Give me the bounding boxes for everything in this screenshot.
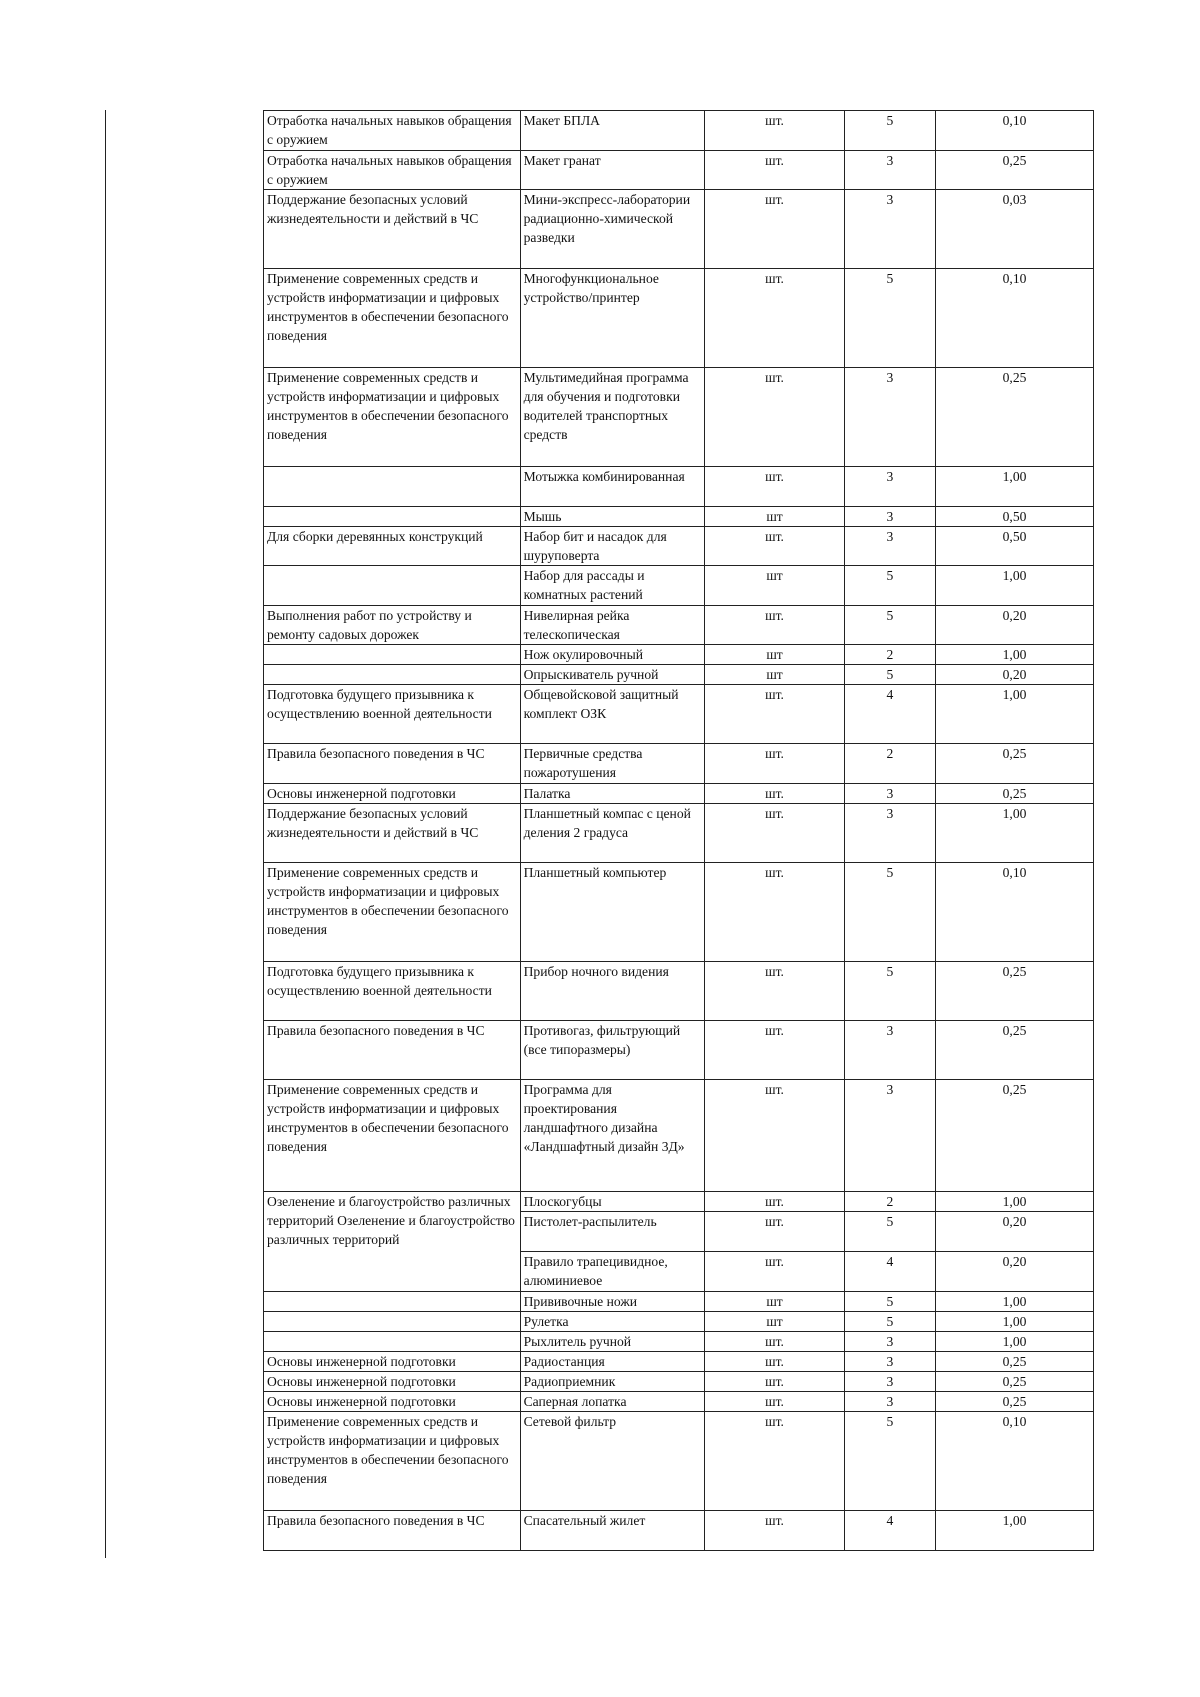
activity-cell: Правила безопасного поведения в ЧС bbox=[264, 1511, 521, 1551]
coefficient-cell: 0,10 bbox=[936, 863, 1094, 962]
quantity-cell: 5 bbox=[844, 665, 935, 685]
coefficient-cell: 0,10 bbox=[936, 1412, 1094, 1511]
item-cell: Набор для рассады и комнатных растений bbox=[520, 566, 705, 606]
coefficient-cell: 0,25 bbox=[936, 1352, 1094, 1372]
activity-cell: Подготовка будущего призывника к осуществлению военной деятельности bbox=[264, 962, 521, 1021]
activity-cell: Для сборки деревянных конструкций bbox=[264, 527, 521, 566]
table-row bbox=[264, 784, 1094, 804]
activity-cell: Применение современных средств и устройств информатизации и цифровых инструментов в обеспечении безопасного поведения bbox=[264, 863, 521, 962]
table-row bbox=[264, 566, 1094, 606]
unit-cell: шт. bbox=[705, 111, 844, 151]
table-row bbox=[264, 685, 1094, 744]
table-row bbox=[264, 1511, 1094, 1551]
unit-cell: шт. bbox=[705, 1021, 844, 1080]
quantity-cell: 3 bbox=[844, 190, 935, 269]
activity-cell: Основы инженерной подготовки bbox=[264, 1372, 521, 1392]
quantity-cell: 3 bbox=[844, 1372, 935, 1392]
unit-cell: шт. bbox=[705, 527, 844, 566]
item-cell: Радиоприемник bbox=[520, 1372, 705, 1392]
coefficient-cell: 0,25 bbox=[936, 784, 1094, 804]
activity-cell bbox=[264, 645, 521, 665]
table-row bbox=[264, 368, 1094, 467]
coefficient-cell: 0,20 bbox=[936, 665, 1094, 685]
activity-cell: Поддержание безопасных условий жизнедеятельности и действий в ЧС bbox=[264, 190, 521, 269]
item-cell: Набор бит и насадок для шуруповерта bbox=[520, 527, 705, 566]
activity-cell bbox=[264, 507, 521, 527]
activity-cell: Выполнения работ по устройству и ремонту садовых дорожек bbox=[264, 606, 521, 645]
activity-cell: Применение современных средств и устройств информатизации и цифровых инструментов в обеспечении безопасного поведения bbox=[264, 1080, 521, 1192]
coefficient-cell: 1,00 bbox=[936, 804, 1094, 863]
unit-cell: шт. bbox=[705, 685, 844, 744]
coefficient-cell: 1,00 bbox=[936, 1192, 1094, 1212]
table-row bbox=[264, 606, 1094, 645]
quantity-cell: 2 bbox=[844, 645, 935, 665]
quantity-cell: 3 bbox=[844, 368, 935, 467]
activity-cell: Применение современных средств и устройств информатизации и цифровых инструментов в обеспечении безопасного поведения bbox=[264, 1412, 521, 1511]
unit-cell: шт. bbox=[705, 190, 844, 269]
table-row bbox=[264, 507, 1094, 527]
coefficient-cell: 0,25 bbox=[936, 1021, 1094, 1080]
coefficient-cell: 0,50 bbox=[936, 527, 1094, 566]
unit-cell: шт bbox=[705, 1312, 844, 1332]
activity-cell bbox=[264, 566, 521, 606]
item-cell: Палатка bbox=[520, 784, 705, 804]
table-row bbox=[264, 962, 1094, 1021]
page-margin-line bbox=[105, 110, 106, 1558]
activity-cell bbox=[264, 1312, 521, 1332]
unit-cell: шт. bbox=[705, 269, 844, 368]
activity-cell bbox=[264, 665, 521, 685]
table-row bbox=[264, 190, 1094, 269]
table-row bbox=[264, 1021, 1094, 1080]
item-cell: Планшетный компас с ценой деления 2 градуса bbox=[520, 804, 705, 863]
item-cell: Прибор ночного видения bbox=[520, 962, 705, 1021]
quantity-cell: 3 bbox=[844, 804, 935, 863]
activity-cell: Правила безопасного поведения в ЧС bbox=[264, 1021, 521, 1080]
item-cell: Общевойсковой защитный комплект ОЗК bbox=[520, 685, 705, 744]
quantity-cell: 3 bbox=[844, 527, 935, 566]
table-row bbox=[264, 1372, 1094, 1392]
unit-cell: шт. bbox=[705, 1212, 844, 1252]
coefficient-cell: 0,25 bbox=[936, 962, 1094, 1021]
activity-cell: Отработка начальных навыков обращения с оружием bbox=[264, 151, 521, 190]
quantity-cell: 5 bbox=[844, 566, 935, 606]
unit-cell: шт. bbox=[705, 863, 844, 962]
quantity-cell: 5 bbox=[844, 1292, 935, 1312]
table-row bbox=[264, 665, 1094, 685]
unit-cell: шт. bbox=[705, 1252, 844, 1292]
quantity-cell: 3 bbox=[844, 1352, 935, 1372]
table-row bbox=[264, 1332, 1094, 1352]
unit-cell: шт. bbox=[705, 368, 844, 467]
activity-cell bbox=[264, 1292, 521, 1312]
activity-cell: Применение современных средств и устройств информатизации и цифровых инструментов в обеспечении безопасного поведения bbox=[264, 368, 521, 467]
table-row bbox=[264, 151, 1094, 190]
item-cell: Опрыскиватель ручной bbox=[520, 665, 705, 685]
quantity-cell: 5 bbox=[844, 111, 935, 151]
coefficient-cell: 0,25 bbox=[936, 1080, 1094, 1192]
unit-cell: шт. bbox=[705, 606, 844, 645]
quantity-cell: 3 bbox=[844, 784, 935, 804]
quantity-cell: 5 bbox=[844, 1212, 935, 1252]
item-cell: Прививочные ножи bbox=[520, 1292, 705, 1312]
coefficient-cell: 0,03 bbox=[936, 190, 1094, 269]
item-cell: Противогаз, фильтрующий (все типоразмеры) bbox=[520, 1021, 705, 1080]
table-row bbox=[264, 1412, 1094, 1511]
table-row bbox=[264, 1080, 1094, 1192]
item-cell: Плоскогубцы bbox=[520, 1192, 705, 1212]
coefficient-cell: 1,00 bbox=[936, 1332, 1094, 1352]
unit-cell: шт bbox=[705, 507, 844, 527]
table-row bbox=[264, 111, 1094, 151]
coefficient-cell: 1,00 bbox=[936, 685, 1094, 744]
quantity-cell: 5 bbox=[844, 863, 935, 962]
quantity-cell: 5 bbox=[844, 1412, 935, 1511]
unit-cell: шт bbox=[705, 566, 844, 606]
table-row bbox=[264, 467, 1094, 507]
table-row bbox=[264, 804, 1094, 863]
unit-cell: шт. bbox=[705, 151, 844, 190]
quantity-cell: 5 bbox=[844, 269, 935, 368]
item-cell: Спасательный жилет bbox=[520, 1511, 705, 1551]
table-row bbox=[264, 1292, 1094, 1312]
item-cell: Мотыжка комбинированная bbox=[520, 467, 705, 507]
coefficient-cell: 0,10 bbox=[936, 269, 1094, 368]
item-cell: Рыхлитель ручной bbox=[520, 1332, 705, 1352]
table-row bbox=[264, 744, 1094, 784]
unit-cell: шт. bbox=[705, 1412, 844, 1511]
unit-cell: шт. bbox=[705, 1080, 844, 1192]
unit-cell: шт bbox=[705, 665, 844, 685]
quantity-cell: 3 bbox=[844, 1021, 935, 1080]
activity-cell: Основы инженерной подготовки bbox=[264, 784, 521, 804]
unit-cell: шт. bbox=[705, 784, 844, 804]
item-cell: Мультимедийная программа для обучения и подготовки водителей транспортных средств bbox=[520, 368, 705, 467]
table-row bbox=[264, 1352, 1094, 1372]
coefficient-cell: 0,25 bbox=[936, 1392, 1094, 1412]
activity-cell: Правила безопасного поведения в ЧС bbox=[264, 744, 521, 784]
table-row bbox=[264, 527, 1094, 566]
quantity-cell: 3 bbox=[844, 1080, 935, 1192]
quantity-cell: 3 bbox=[844, 151, 935, 190]
activity-cell: Применение современных средств и устройств информатизации и цифровых инструментов в обеспечении безопасного поведения bbox=[264, 269, 521, 368]
quantity-cell: 3 bbox=[844, 507, 935, 527]
unit-cell: шт. bbox=[705, 1192, 844, 1212]
coefficient-cell: 0,10 bbox=[936, 111, 1094, 151]
coefficient-cell: 1,00 bbox=[936, 467, 1094, 507]
unit-cell: шт. bbox=[705, 1352, 844, 1372]
coefficient-cell: 0,25 bbox=[936, 151, 1094, 190]
unit-cell: шт. bbox=[705, 744, 844, 784]
coefficient-cell: 1,00 bbox=[936, 1312, 1094, 1332]
coefficient-cell: 0,50 bbox=[936, 507, 1094, 527]
item-cell: Рулетка bbox=[520, 1312, 705, 1332]
item-cell: Мини-экспресс-лаборатории радиационно-химической разведки bbox=[520, 190, 705, 269]
activity-cell: Отработка начальных навыков обращения с оружием bbox=[264, 111, 521, 151]
coefficient-cell: 0,25 bbox=[936, 368, 1094, 467]
coefficient-cell: 0,20 bbox=[936, 606, 1094, 645]
unit-cell: шт bbox=[705, 645, 844, 665]
unit-cell: шт. bbox=[705, 804, 844, 863]
unit-cell: шт. bbox=[705, 467, 844, 507]
item-cell: Радиостанция bbox=[520, 1352, 705, 1372]
table-row bbox=[264, 1192, 1094, 1212]
item-cell: Нивелирная рейка телескопическая bbox=[520, 606, 705, 645]
activity-cell: Основы инженерной подготовки bbox=[264, 1392, 521, 1412]
quantity-cell: 5 bbox=[844, 962, 935, 1021]
table-row bbox=[264, 1392, 1094, 1412]
quantity-cell: 5 bbox=[844, 606, 935, 645]
item-cell: Макет гранат bbox=[520, 151, 705, 190]
coefficient-cell: 0,25 bbox=[936, 744, 1094, 784]
item-cell: Сетевой фильтр bbox=[520, 1412, 705, 1511]
coefficient-cell: 1,00 bbox=[936, 1292, 1094, 1312]
item-cell: Программа для проектирования ландшафтного дизайна «Ландшафтный дизайн 3Д» bbox=[520, 1080, 705, 1192]
coefficient-cell: 1,00 bbox=[936, 1511, 1094, 1551]
item-cell: Пистолет-распылитель bbox=[520, 1212, 705, 1252]
activity-cell: Поддержание безопасных условий жизнедеятельности и действий в ЧС bbox=[264, 804, 521, 863]
coefficient-cell: 0,25 bbox=[936, 1372, 1094, 1392]
item-cell: Нож окулировочный bbox=[520, 645, 705, 665]
activity-cell bbox=[264, 1332, 521, 1352]
quantity-cell: 4 bbox=[844, 1252, 935, 1292]
coefficient-cell: 1,00 bbox=[936, 566, 1094, 606]
unit-cell: шт. bbox=[705, 1511, 844, 1551]
quantity-cell: 3 bbox=[844, 467, 935, 507]
quantity-cell: 4 bbox=[844, 685, 935, 744]
coefficient-cell: 0,20 bbox=[936, 1252, 1094, 1292]
quantity-cell: 3 bbox=[844, 1392, 935, 1412]
quantity-cell: 3 bbox=[844, 1332, 935, 1352]
item-cell: Макет БПЛА bbox=[520, 111, 705, 151]
unit-cell: шт. bbox=[705, 962, 844, 1021]
item-cell: Первичные средства пожаротушения bbox=[520, 744, 705, 784]
unit-cell: шт bbox=[705, 1292, 844, 1312]
quantity-cell: 4 bbox=[844, 1511, 935, 1551]
quantity-cell: 2 bbox=[844, 1192, 935, 1212]
activity-cell: Подготовка будущего призывника к осуществлению военной деятельности bbox=[264, 685, 521, 744]
item-cell: Многофункциональное устройство/принтер bbox=[520, 269, 705, 368]
activity-cell: Основы инженерной подготовки bbox=[264, 1352, 521, 1372]
table-row bbox=[264, 1312, 1094, 1332]
table-row bbox=[264, 645, 1094, 665]
quantity-cell: 5 bbox=[844, 1312, 935, 1332]
quantity-cell: 2 bbox=[844, 744, 935, 784]
coefficient-cell: 1,00 bbox=[936, 645, 1094, 665]
table-row bbox=[264, 269, 1094, 368]
item-cell: Саперная лопатка bbox=[520, 1392, 705, 1412]
item-cell: Правило трапецивидное, алюминиевое bbox=[520, 1252, 705, 1292]
unit-cell: шт. bbox=[705, 1332, 844, 1352]
item-cell: Мышь bbox=[520, 507, 705, 527]
unit-cell: шт. bbox=[705, 1392, 844, 1412]
activity-cell bbox=[264, 467, 521, 507]
unit-cell: шт. bbox=[705, 1372, 844, 1392]
table-row bbox=[264, 863, 1094, 962]
equipment-table bbox=[263, 110, 1094, 1551]
item-cell: Планшетный компьютер bbox=[520, 863, 705, 962]
activity-cell: Озеленение и благоустройство различных территорий Озеленение и благоустройство различных территорий bbox=[264, 1192, 521, 1292]
coefficient-cell: 0,20 bbox=[936, 1212, 1094, 1252]
